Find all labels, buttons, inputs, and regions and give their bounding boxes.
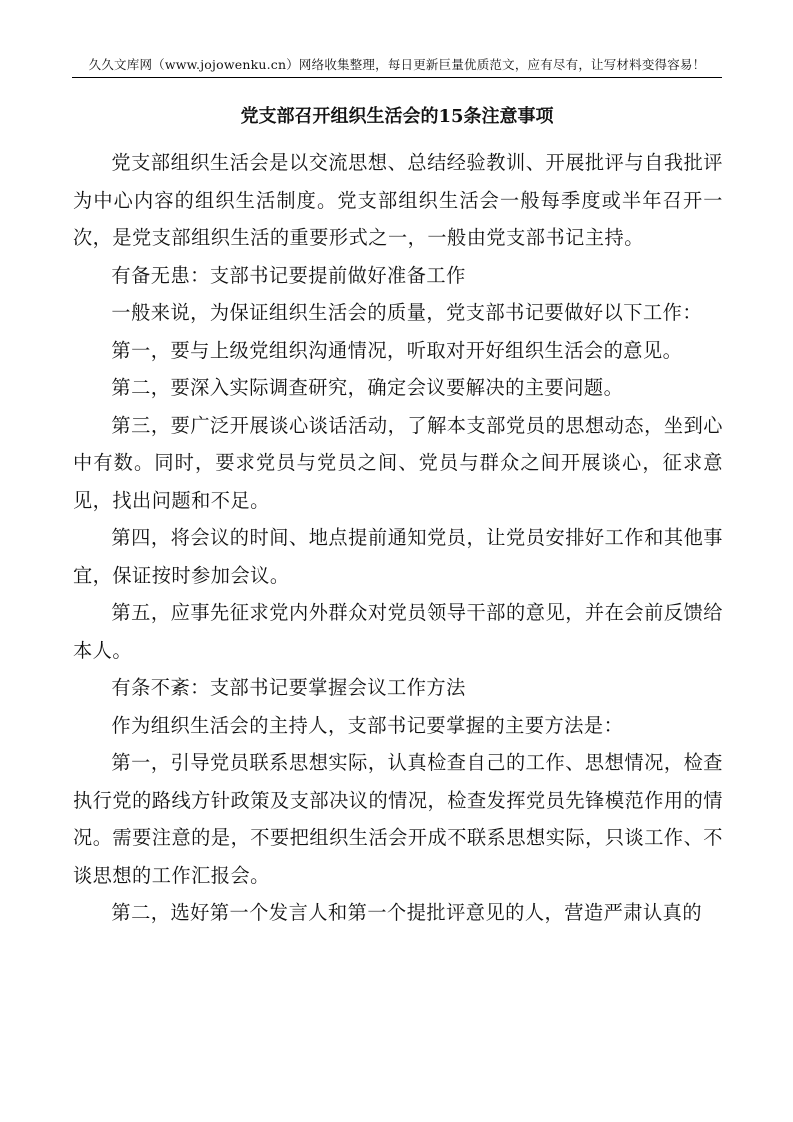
section-heading: 有条不紊：支部书记要掌握会议工作方法 xyxy=(111,676,466,699)
body-paragraph: 作为组织生活会的主持人，支部书记要掌握的主要方法是： xyxy=(111,713,624,737)
header-divider xyxy=(72,77,722,78)
list-item: 第一，要与上级党组织沟通情况，听取对开好组织生活会的意见。 xyxy=(111,338,683,362)
list-item: 第二，选好第一个发言人和第一个提批评意见的人，营造严肃认真的 xyxy=(111,901,703,924)
document-title: 党支部召开组织生活会的15条注意事项 xyxy=(240,106,554,127)
list-item: 第四，将会议的时间、地点提前通知党员，让党员安排好工作和其他事宜，保证按时参加会议。 xyxy=(73,526,723,587)
page-header: 久久文库网（www.jojowenku.cn）网络收集整理，每日更新巨量优质范文，应有尽有，让写材料变得容易！ xyxy=(88,57,706,72)
document-body xyxy=(73,144,723,932)
list-item: 第三，要广泛开展谈心谈话活动，了解本支部党员的思想动态，坐到心中有数。同时，要求党员与党员之间、党员与群众之间开展谈心，征求意见，找出问题和不足。 xyxy=(73,413,723,512)
section-heading: 有备无患：支部书记要提前做好准备工作 xyxy=(111,263,466,287)
list-item: 第二，要深入实际调查研究，确定会议要解决的主要问题。 xyxy=(111,376,624,399)
body-paragraph: 党支部组织生活会是以交流思想、总结经验教训、开展批评与自我批评为中心内容的组织生活制度。党支部组织生活会一般每季度或半年召开一次，是党支部组织生活的重要形式之一，一般由党支部书记主持。 xyxy=(73,151,723,249)
list-item: 第五，应事先征求党内外群众对党员领导干部的意见，并在会前反馈给本人。 xyxy=(73,601,723,662)
list-item: 第一，引导党员联系思想实际，认真检查自己的工作、思想情况，检查执行党的路线方针政策及支部决议的情况，检查发挥党员先锋模范作用的情况。需要注意的是，不要把组织生活会开成不联系思想实际，只谈工作、不谈思想的工作汇报会。 xyxy=(73,751,723,887)
body-paragraph: 一般来说，为保证组织生活会的质量，党支部书记要做好以下工作： xyxy=(111,301,703,324)
